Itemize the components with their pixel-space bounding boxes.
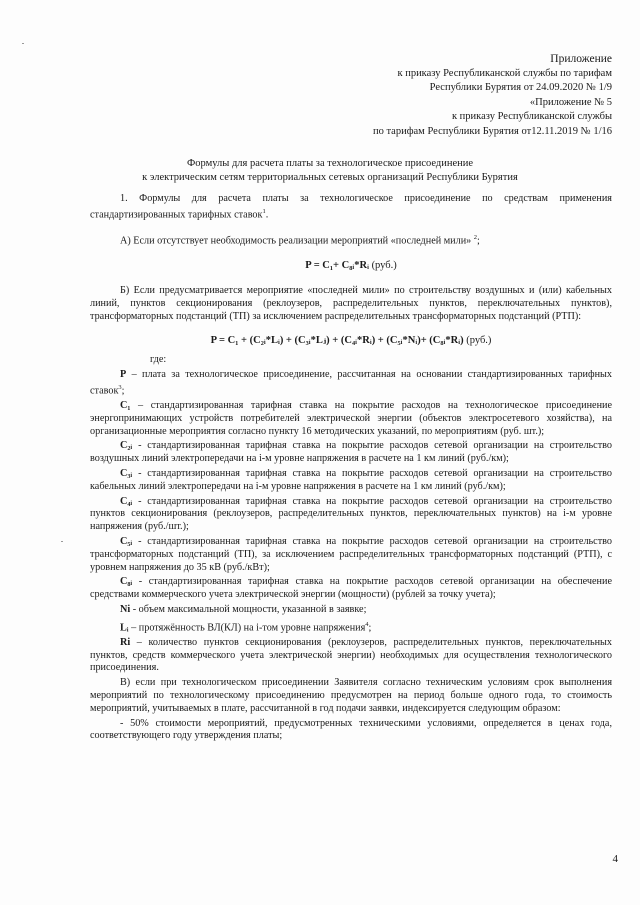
punctuation: ; (121, 385, 125, 397)
header-line: «Приложение № 5 (529, 96, 612, 108)
approval-header (252, 52, 612, 139)
definition-item (90, 440, 612, 466)
header-line: к приказу Республиканской службы (451, 111, 612, 122)
formula-2-unit: (руб.) (466, 335, 492, 347)
definition-text: – протяжённость ВЛ(КЛ) на i-том уровне напряжения (128, 622, 366, 634)
definition-text: – плата за технологическое присоединение, рассчитанная на основании стандартизированных тарифных ставок (90, 368, 612, 397)
definition-item (90, 536, 612, 574)
header-line: Республики Бурятия от 24.09.2020 № 1/9 (429, 82, 612, 93)
section-v-paragraph: В) если при технологическом присоединении Заявителя согласно техническим условиям срок выполнения мероприятий по технологическому присоединению предусмотрен на период больше одного года, то стоимость мероприятий, учитываемых в плате, рассчитанной в год подачи заявки, индексируется следующим образом: (90, 677, 612, 714)
document-body (90, 193, 612, 745)
definition-item (90, 604, 612, 617)
formula-2 (90, 335, 612, 348)
footnote-ref: 4 (365, 620, 369, 628)
definition-symbol: C₁ (120, 399, 131, 411)
definition-text: - стандартизированная тарифная ставка на покрытие расходов сетевой организации на строительство воздушных линий электропередачи на i-м уровне напряжения в расчете на 1 км линий (руб./км); (90, 440, 612, 465)
definition-symbol: Ni (120, 603, 131, 615)
header-line: Приложение (550, 53, 612, 65)
definition-symbol: Lᵢ (120, 622, 129, 634)
header-line: к приказу Республиканской службы по тарифам (397, 67, 612, 79)
section-b-paragraph: Б) Если предусматривается мероприятие «последней мили» по строительству воздушных и (или) кабельных линий, пунктов секционирования (реклоузеров, распределительных пунктов, переключательных пунктов), трансформаторных подстанций (ТП) за исключением распределительных трансформаторных подстанций (РТП): (90, 284, 612, 322)
scan-artifact (61, 541, 63, 542)
definition-text: - стандартизированная тарифная ставка на покрытие расходов сетевой организации на строительство кабельных линий электропередачи на i-м уровне напряжения в расчете на 1 км линий (руб./км); (90, 467, 612, 492)
punctuation: ; (368, 622, 372, 634)
definition-text: - стандартизированная тарифная ставка на покрытие расходов сетевой организации на строительство пунктов секционирования (реклоузеров, распределительных пунктов, переключательных пунктов) на i-м уровне напряжения (руб./шт.); (90, 495, 612, 533)
where-label: где: (150, 354, 167, 366)
scan-artifact (22, 43, 24, 44)
definition-symbol: P (120, 368, 127, 380)
definition-symbol: Ri (120, 636, 131, 648)
definition-item (90, 468, 612, 494)
definition-symbol: C₅ᵢ (120, 535, 133, 547)
formula-1-expression: P = C₁+ C₈ᵢ*Rᵢ (305, 260, 369, 272)
page-number: 4 (612, 853, 618, 865)
footnote-ref: 1 (262, 207, 266, 215)
formula-1 (90, 260, 612, 273)
formula-2-expression: P = C₁ + (C₂ᵢ*Lᵢ) + (C₃ᵢ*Lⱼ) + (C₄ᵢ*Rᵢ) + (C₅ᵢ*Nᵢ)+ (C₈ᵢ*Rᵢ) (210, 335, 464, 347)
header-line: по тарифам Республики Бурятия от12.11.2019 № 1/16 (372, 125, 612, 137)
definition-symbol: C₃ᵢ (120, 467, 133, 479)
definition-text: - объем максимальной мощности, указанной в заявке; (130, 603, 367, 615)
definition-item (90, 400, 612, 438)
section-a-text: А) Если отсутствует необходимость реализации мероприятий «последней мили» (120, 235, 472, 247)
title-line: к электрическим сетям территориальных сетевых организаций Республики Бурятия (142, 172, 518, 183)
definition-symbol: C₄ᵢ (120, 495, 133, 507)
definition-item (90, 619, 612, 635)
definition-item (90, 637, 612, 675)
section-a-paragraph (90, 232, 612, 248)
document-title (60, 157, 600, 185)
definition-text: - стандартизированная тарифная ставка на покрытие расходов сетевой организации на обеспечение средствами коммерческого учета электрической энергии (мощности) (рублей за точку учета); (90, 576, 612, 601)
punctuation: ; (477, 235, 480, 247)
punctuation: . (265, 209, 269, 221)
definition-text: – количество пунктов секционирования (реклоузеров, распределительных пунктов, переключательных пунктов, средств коммерческого учета электрической энергии) необходимых для осуществления технологического присоединения. (90, 636, 612, 674)
section-1-paragraph (90, 193, 612, 222)
definition-item (90, 576, 612, 602)
definition-text: – стандартизированная тарифная ставка на покрытие расходов на технологическое присоединение энергопринимающих устройств потребителей электрической энергии (объектов электросетевого хозяйства), на организационные мероприятия согласно пункту 16 методических указаний, по мероприятиям (руб. шт.); (90, 399, 612, 437)
definitions-list (90, 369, 612, 675)
bullet-item: - 50% стоимости мероприятий, предусмотренных техническими условиями, определяется в ценах года, соответствующего году утверждения платы; (90, 717, 612, 742)
formula-1-unit: (руб.) (371, 260, 397, 272)
title-line: Формулы для расчета платы за технологическое присоединение (186, 158, 474, 169)
footnote-ref: 2 (473, 233, 478, 241)
definition-symbol: C₂ᵢ (120, 440, 133, 452)
footnote-ref: 3 (118, 383, 122, 391)
definition-text: - стандартизированная тарифная ставка на покрытие расходов сетевой организации на строительство трансформаторных подстанций (ТП), за исключением распределительных трансформаторных подстанций (РТП), с уровнем напряжения до 35 кВ (руб./кВт); (90, 535, 612, 573)
section-1-text: 1. Формулы для расчета платы за технологическое присоединение по средствам применения стандартизированных тарифных ставок (90, 193, 612, 221)
definition-item (90, 369, 612, 398)
definition-item (90, 496, 612, 534)
definition-symbol: C₈ᵢ (120, 576, 133, 588)
